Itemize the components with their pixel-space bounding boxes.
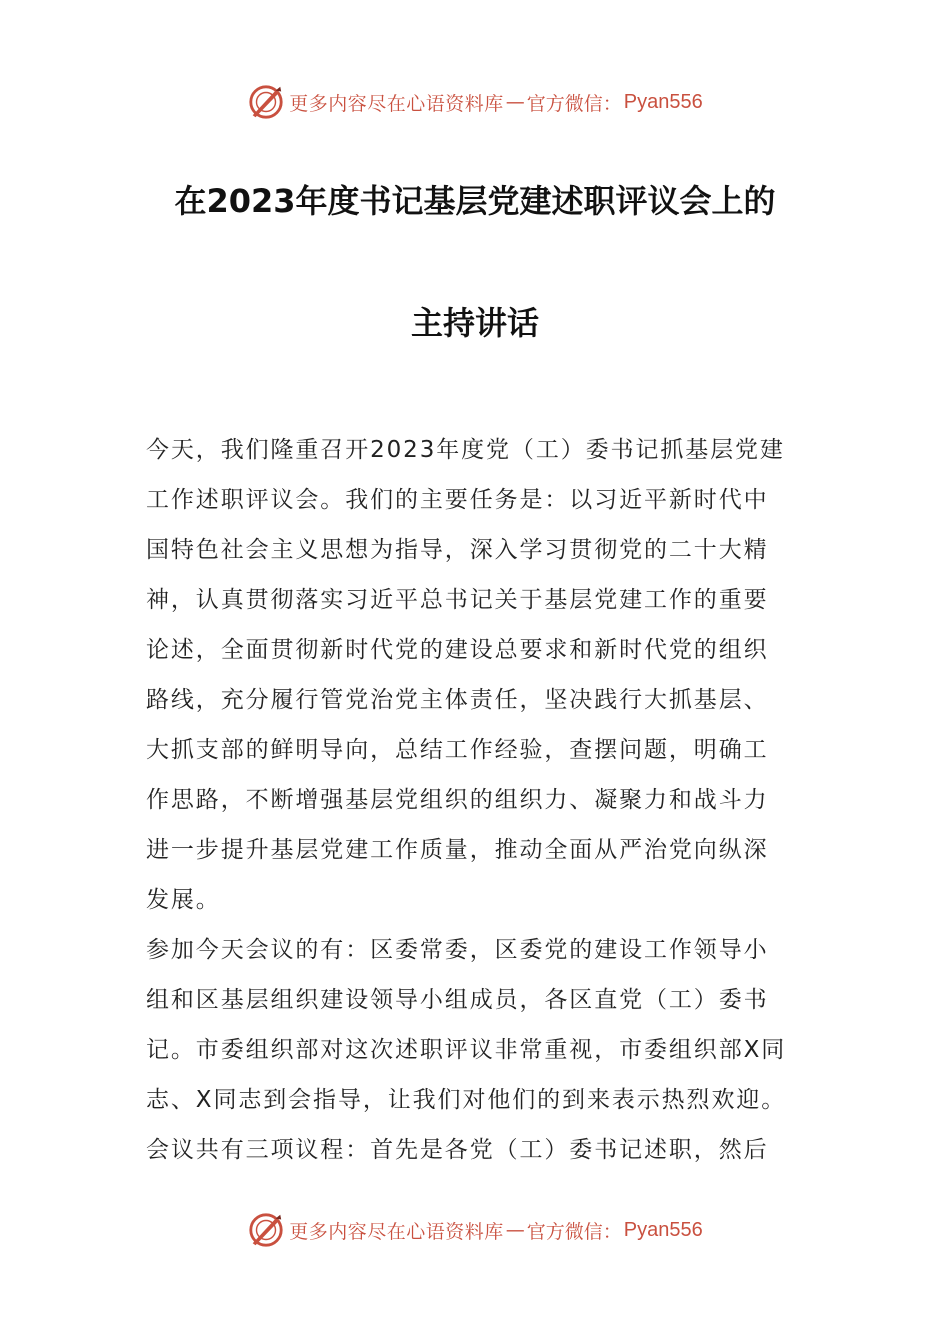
body-line: 作思路，不断增强基层党组织的组织力、凝聚力和战斗力 — [146, 787, 769, 813]
body-line: 记。市委组织部对这次述职评议非常重视，市委组织部X同 — [146, 1037, 787, 1063]
body-line: 组和区基层组织建设领导小组成员，各区直党（工）委书 — [146, 987, 769, 1013]
pen-logo-icon — [247, 1211, 285, 1249]
watermark-wechat-label: 官方微信： — [526, 1220, 622, 1243]
watermark-separator: — — [505, 91, 525, 113]
document-body — [146, 425, 806, 1175]
body-line: 论述，全面贯彻新时代党的建设总要求和新时代党的组织 — [146, 637, 769, 663]
watermark-text: 更多内容尽在心语资料库 — [289, 1220, 504, 1243]
body-line: 志、X同志到会指导，让我们对他们的到来表示热烈欢迎。 — [146, 1087, 787, 1113]
watermark-text: 更多内容尽在心语资料库 — [289, 92, 504, 115]
body-line: 神，认真贯彻落实习近平总书记关于基层党建工作的重要 — [146, 587, 769, 613]
watermark-header — [0, 82, 950, 122]
body-line: 发展。 — [146, 887, 221, 913]
watermark-wechat-label: 官方微信： — [526, 92, 622, 115]
body-line: 国特色社会主义思想为指导，深入学习贯彻党的二十大精 — [146, 537, 769, 563]
body-line: 会议共有三项议程：首先是各党（工）委书记述职，然后 — [146, 1137, 769, 1163]
body-line: 路线，充分履行管党治党主体责任，坚决践行大抓基层、 — [146, 687, 769, 713]
body-line: 进一步提升基层党建工作质量，推动全面从严治党向纵深 — [146, 837, 769, 863]
body-line: 参加今天会议的有：区委常委，区委党的建设工作领导小 — [146, 937, 769, 963]
watermark-wechat-id: Pyan556 — [623, 1218, 703, 1241]
document-title-line-1: 在2023年度书记基层党建述职评议会上的 — [174, 182, 776, 220]
body-line: 大抓支部的鲜明导向，总结工作经验，查摆问题，明确工 — [146, 737, 769, 763]
document-title-line-2: 主持讲话 — [410, 304, 539, 342]
pen-logo-icon — [247, 83, 285, 121]
watermark-separator: — — [505, 1219, 525, 1241]
watermark-footer — [0, 1210, 950, 1250]
body-line: 工作述职评议会。我们的主要任务是：以习近平新时代中 — [146, 487, 769, 513]
body-line: 今天，我们隆重召开2023年度党（工）委书记抓基层党建 — [146, 437, 785, 463]
watermark-wechat-id: Pyan556 — [623, 90, 703, 113]
